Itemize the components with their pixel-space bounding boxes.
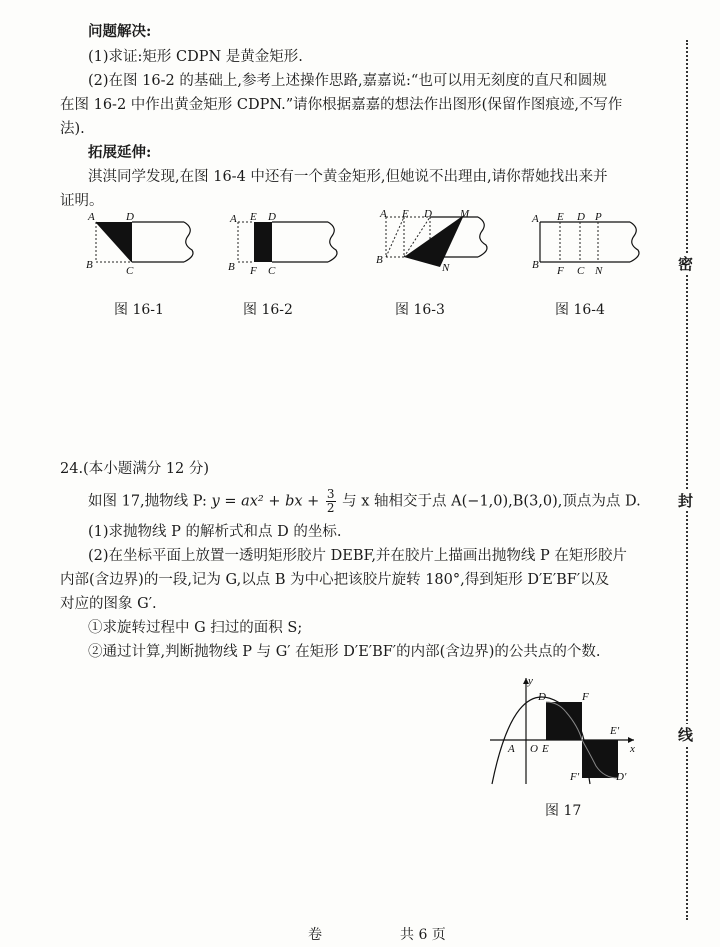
label-C: C [268, 265, 276, 277]
problem-24-q2-line-2: 内部(含边界)的一段,记为 G,以点 B 为中心把该胶片旋转 180°,得到矩形 D′E′BF′以及 [60, 572, 610, 588]
caption-17: 图 17 [545, 803, 582, 819]
figure-16-1 [84, 210, 204, 280]
footer-left: 卷 [308, 927, 322, 943]
figure-17 [486, 672, 646, 792]
fraction [326, 488, 336, 515]
problem-24-q2-line-3: 对应的图象 G′. [60, 596, 157, 612]
label-F: F [250, 265, 257, 277]
binding-dotted-line [686, 40, 688, 920]
caption-16-3: 图 16-3 [395, 302, 445, 318]
caption-16-2: 图 16-2 [243, 302, 293, 318]
label-D: D [268, 211, 276, 223]
label-O: O [530, 743, 538, 755]
label-F: F [582, 691, 589, 703]
figure-16-2 [228, 210, 353, 280]
problem-24-intro [88, 488, 641, 515]
label-N: N [442, 262, 450, 274]
label-A: A [230, 213, 237, 225]
question-2-line-1: (2)在图 16-2 的基础上,参考上述操作思路,嘉嘉说:“也可以用无刻度的直尺和圆规 [88, 73, 607, 89]
caption-16-4: 图 16-4 [555, 302, 605, 318]
caption-16-1: 图 16-1 [114, 302, 164, 318]
label-A: A [380, 208, 387, 220]
intro-suffix: 与 x 轴相交于点 A(−1,0),B(3,0),顶点为点 D. [342, 493, 641, 510]
figure-16-3 [374, 205, 499, 280]
label-D: D [538, 691, 546, 703]
label-E-prime: E′ [610, 725, 620, 737]
label-D-prime: D′ [616, 771, 627, 783]
figure-16-4 [530, 210, 655, 280]
seal-mark-feng: 封 [678, 492, 694, 510]
extension-line-2: 证明。 [60, 193, 104, 209]
axis-label-y: y [528, 675, 533, 687]
label-E: E [402, 208, 409, 220]
label-F: F [557, 265, 564, 277]
label-B: B [228, 261, 235, 273]
footer-page-count: 共 6 页 [400, 927, 446, 943]
fraction-numerator: 3 [326, 487, 335, 501]
label-B: B [532, 259, 539, 271]
parabola-equation: y = ax² + bx + [211, 493, 320, 510]
section-heading-extend: 拓展延伸: [88, 144, 152, 161]
label-D: D [126, 211, 134, 223]
problem-24-q1: (1)求抛物线 P 的解析式和点 D 的坐标. [88, 524, 342, 540]
problem-24-sub-2: ②通过计算,判断抛物线 P 与 G′ 在矩形 D′E′BF′的内部(含边界)的公共点的个数. [88, 644, 601, 660]
label-A: A [508, 743, 515, 755]
extension-line-1: 淇淇同学发现,在图 16-4 中还有一个黄金矩形,但她说不出理由,请你帮她找出来并 [88, 169, 608, 185]
label-E: E [250, 211, 257, 223]
label-A: A [532, 213, 539, 225]
label-P: P [595, 211, 602, 223]
seal-mark-mi: 密 [678, 255, 694, 273]
label-D: D [577, 211, 585, 223]
label-C: C [577, 265, 585, 277]
intro-prefix: 如图 17,抛物线 P: [88, 493, 207, 510]
fraction-denominator: 2 [326, 501, 335, 515]
label-M: M [460, 208, 470, 220]
label-C: C [126, 265, 134, 277]
label-B: B [86, 259, 93, 271]
label-B: B [376, 254, 383, 266]
label-E: E [557, 211, 564, 223]
label-A: A [88, 211, 95, 223]
problem-24-title: 24.(本小题满分 12 分) [60, 461, 210, 477]
problem-24-q2-line-1: (2)在坐标平面上放置一透明矩形胶片 DEBF,并在胶片上描画出抛物线 P 在矩形胶片 [88, 548, 627, 564]
label-E: E [542, 743, 549, 755]
question-2-line-3: 法). [60, 121, 85, 137]
label-N: N [595, 265, 603, 277]
axis-label-x: x [630, 743, 635, 755]
question-1-text: (1)求证:矩形 CDPN 是黄金矩形. [88, 49, 303, 65]
question-2-line-2: 在图 16-2 中作出黄金矩形 CDPN.”请你根据嘉嘉的想法作出图形(保留作图痕迹,不写作 [60, 97, 623, 113]
label-D: D [424, 208, 432, 220]
section-heading-problem: 问题解决: [88, 23, 152, 40]
seal-mark-xian: 线 [678, 726, 694, 744]
problem-24-sub-1: ①求旋转过程中 G 扫过的面积 S; [88, 620, 303, 636]
label-F-prime: F′ [570, 771, 580, 783]
